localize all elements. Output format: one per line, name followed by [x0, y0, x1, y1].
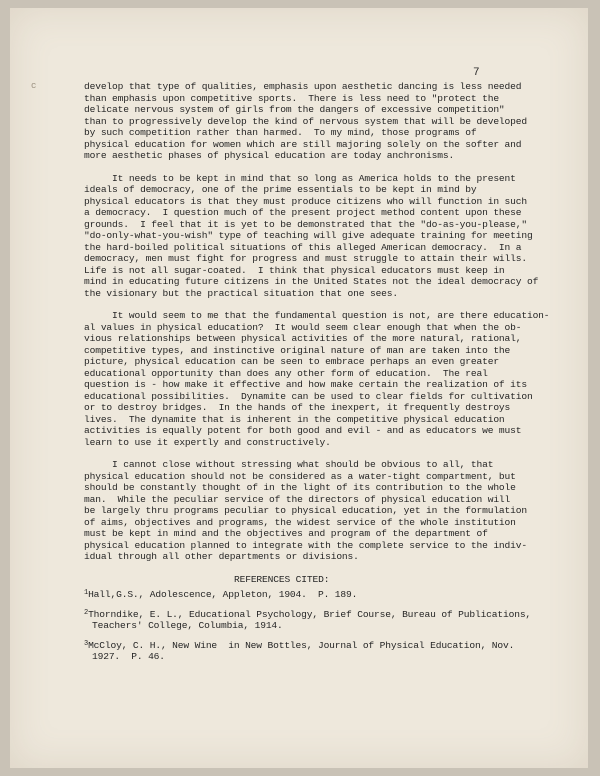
text-line: the hard-boiled political situations of this alleged American democracy. In a [84, 241, 522, 253]
paragraph [84, 310, 554, 448]
text-line: learn to use it expertly and constructively. [84, 436, 331, 448]
text-line: educational possibilities. Dynamite can be used to clear fields for cultivation [84, 390, 533, 402]
body-text [84, 81, 554, 671]
reference-line [84, 589, 554, 601]
paragraph [84, 173, 554, 300]
text-line: physical education planned to integrate with the complete service to the indiv- [84, 539, 527, 551]
text-line: of aims, objectives and programs, the widest service of the whole institution [84, 516, 516, 528]
text-line: mind in educating future citizens in the United States not the ideal democracy of [84, 276, 539, 287]
references-list [84, 589, 554, 663]
text-line: delicate nervous system of girls from the dangers of excessive competition" [84, 104, 505, 115]
text-line: lives. The dynamite that is inherent in the competitive physical education [84, 413, 505, 425]
text-line: al values in physical education? It would seem clear enough that when the ob- [84, 321, 522, 333]
reference-text: McCloy, C. H., New Wine in New Bottles, Journal of Physical Education, Nov. [88, 639, 515, 651]
text-line: idual through all other departments or divisions. [84, 551, 359, 562]
document-page [10, 8, 588, 768]
text-line: I cannot close without stressing what should be obvious to all, that [84, 459, 494, 470]
text-line: or to destroy bridges. In the hands of the inexpert, it frequently destroys [84, 402, 511, 413]
text-line: a democracy. I question much of the present project method content upon these [84, 207, 522, 218]
paragraph [84, 459, 554, 563]
margin-mark: c [31, 81, 37, 91]
page-number: 7 [473, 67, 480, 79]
text-line: activities is equally potent for both good and evil - and as educators we must [84, 425, 522, 436]
text-line: physical educators is that they must produce citizens who will function in such [84, 195, 527, 207]
reference-item [84, 589, 554, 601]
text-line: It would seem to me that the fundamental question is not, are there education- [84, 310, 550, 321]
text-line: It needs to be kept in mind that so long as America holds to the present [84, 172, 516, 184]
reference-item [84, 640, 554, 663]
text-line: develop that type of qualities, emphasis upon aesthetic dancing is less needed [84, 81, 522, 92]
reference-line: Teachers' College, Columbia, 1914. [92, 620, 283, 631]
text-line: competitive types, and instinctive original nature of man are taken into the [84, 344, 511, 356]
text-line: the visionary but the practical situation that one sees. [84, 287, 399, 299]
references-heading: REFERENCES CITED: [234, 573, 330, 585]
text-line: democracy, men must fight for progress and must struggle to attain their wills. [84, 253, 527, 264]
reference-line [84, 609, 554, 621]
reference-number: 1 [84, 589, 89, 597]
text-line: physical education for women which are still majoring solely on the softer and [84, 138, 522, 150]
text-line: grounds. I feel that it is yet to be demonstrated that the "do-as-you-please," [84, 218, 527, 230]
reference-number: 3 [84, 639, 89, 648]
reference-text: Hall,G.S., Adolescence, Appleton, 1904. P. 189. [88, 589, 358, 600]
text-line: vious relationships between physical activities of the more natural, rational, [84, 333, 522, 344]
text-line: by such competition rather than harmed. To my mind, those programs of [84, 127, 477, 138]
reference-item [84, 609, 554, 632]
text-line: man. While the peculiar service of the directors of physical education will [84, 493, 511, 505]
paragraphs [84, 81, 554, 563]
reference-number: 2 [84, 608, 89, 617]
text-line: educational opportunity than does any other form of education. The real [84, 367, 488, 379]
text-line: Life is not all sugar-coated. I think that physical educators must keep in [84, 264, 505, 276]
text-line: be largely thru programs peculiar to physical education, yet in the formulation [84, 505, 527, 516]
paragraph [84, 81, 554, 162]
text-line: "do-only-what-you-wish" type of teaching will give adequate training for meeting [84, 230, 533, 241]
text-line: should be constantly thought of in the light of its contribution to the whole [84, 482, 516, 493]
text-line: than to progressively develop the kind of nervous system that will be developed [84, 115, 527, 127]
text-line: physical education should not be considered as a water-tight compartment, but [84, 470, 516, 482]
text-line: picture, physical education can be seen to embrace perhaps an even greater [84, 356, 499, 367]
reference-line: 1927. P. 46. [92, 651, 165, 662]
text-line: more aesthetic phases of physical education are today anchronisms. [84, 150, 455, 161]
text-line: than emphasis upon competitive sports. There is less need to "protect the [84, 92, 499, 104]
text-line: question is - how make it effective and how make certain the realization of its [84, 379, 527, 390]
reference-line [84, 640, 554, 652]
reference-text: Thorndike, E. L., Educational Psychology, Brief Course, Bureau of Publications, [88, 608, 532, 620]
text-line: must be kept in mind and the objectives and program of the department of [84, 528, 488, 539]
text-line: ideals of democracy, one of the prime essentials to be kept in mind by [84, 184, 477, 195]
